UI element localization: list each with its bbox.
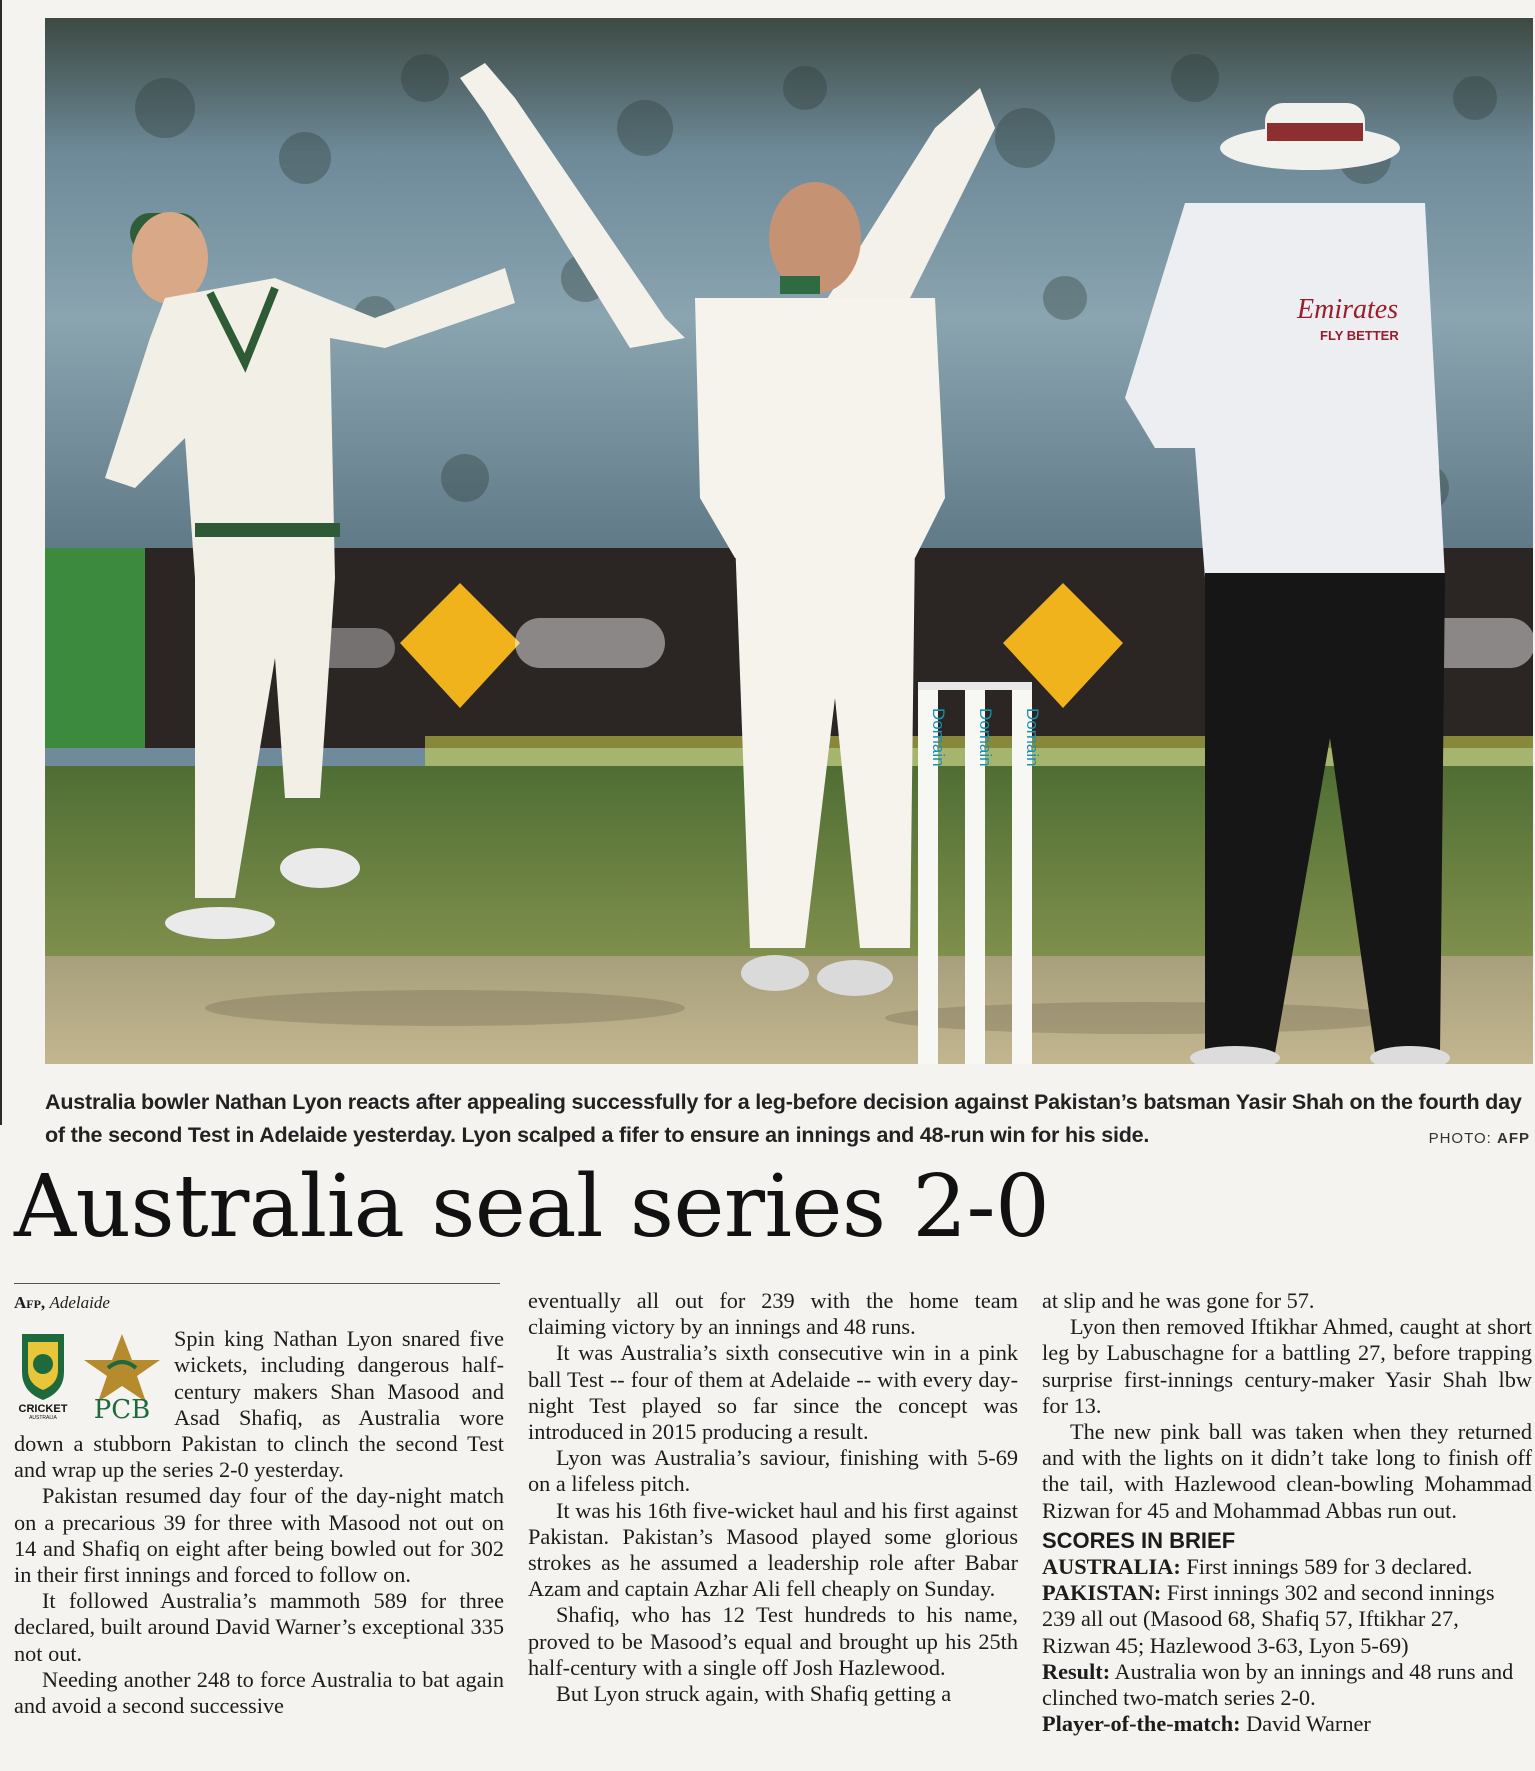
score-label: PAKISTAN:: [1042, 1580, 1162, 1606]
headline: Australia seal series 2-0: [14, 1157, 1050, 1257]
article-paragraph: Lyon was Australia’s saviour, finishing with 5-69 on a lifeless pitch.: [528, 1445, 1018, 1497]
dateline: [14, 1290, 504, 1316]
article-paragraph: at slip and he was gone for 57.: [1042, 1288, 1315, 1313]
stump-brand-text: Domain: [929, 708, 948, 767]
page-left-rule: [0, 0, 2, 1125]
news-photo: [45, 18, 1533, 1064]
article-paragraph: Needing another 248 to force Australia to bat again and avoid a second successive: [14, 1666, 504, 1719]
headline-rule: [14, 1283, 500, 1284]
article-column-3: [1042, 1288, 1532, 1737]
score-text: First innings 589 for 3 declared.: [1186, 1554, 1473, 1580]
ca-logo-subtext: AUSTRALIA: [29, 1415, 57, 1421]
article-paragraph: But Lyon struck again, with Shafiq getting a: [556, 1681, 952, 1707]
photo-credit: [1429, 1130, 1530, 1147]
dateline-city: Adelaide: [49, 1293, 110, 1312]
stump-brand-text: Domain: [976, 708, 995, 767]
article-paragraph: Lyon then removed Iftikhar Ahmed, caught at short leg by Labuschagne for a battling 27, before trapping surprise first-innings century-maker Yasir Shah lbw for 13.: [1042, 1314, 1532, 1418]
article-paragraph: Shafiq, who has 12 Test hundreds to his name, proved to be Masood’s equal and brought up his 25th half-century with a single off Josh Hazlewood.: [528, 1602, 1018, 1680]
umpire-shirt-brand: Emirates: [1297, 294, 1399, 325]
team-logos: [14, 1330, 166, 1422]
score-label: Player-of-the-match:: [1042, 1711, 1241, 1737]
photo-caption: Australia bowler Nathan Lyon reacts after appealing successfully for a leg-before decision against Pakistan’s batsman Yasir Shah on the fourth day of the second Test in Adelaide yesterday. Lyon scalped a fifer to ensure an innings and 48-run win for his side.: [45, 1090, 1522, 1147]
cricket-australia-logo: [14, 1330, 72, 1420]
scores-heading: SCORES IN BRIEF: [1042, 1527, 1236, 1553]
dateline-agency: Afp,: [14, 1293, 46, 1312]
photo-credit-source: AFP: [1497, 1130, 1530, 1147]
score-text: Australia won by an innings and 48 runs and clinched two-match series 2-0.: [1042, 1658, 1514, 1711]
article-paragraph: eventually all out for 239 with the home team claiming victory by an innings and 48 runs.: [528, 1288, 1018, 1340]
article-paragraph: The new pink ball was taken when they returned and with the lights on it didn’t take long to finish off the tail, with Hazlewood clean-bowling Mohammad Rizwan for 45 and Mohammad Abbas run out.: [1042, 1419, 1532, 1523]
article-paragraph: It was Australia’s sixth consecutive win in a pink ball Test -- four of them at Adelaide -- with every day-night Test played so far since the concept was introduced in 2015 producing a result.: [528, 1340, 1018, 1445]
article-paragraph: Pakistan resumed day four of the day-night match on a precarious 39 for three with Masood not out on 14 and Shafiq on eight after being bowled out for 302 in their first innings and forced to follow on.: [14, 1483, 504, 1588]
score-line-result: [1042, 1659, 1532, 1711]
score-text: First innings 302 and second innings 239 all out (Masood 68, Shafiq 57, Iftikhar 27, Rizwan 45; Hazlewood 3-63, Lyon 5-69): [1042, 1580, 1495, 1658]
pcb-logo: [76, 1330, 168, 1420]
photo-illustration: [45, 18, 1533, 1064]
article-column-1: [14, 1288, 504, 1719]
article-paragraph: It followed Australia’s mammoth 589 for three declared, built around David Warner’s exceptional 335 not out.: [14, 1588, 504, 1666]
score-label: AUSTRALIA:: [1042, 1554, 1181, 1580]
score-line-pakistan: [1042, 1580, 1532, 1659]
pcb-logo-text: PCB: [93, 1395, 151, 1421]
article-paragraph: Spin king Nathan Lyon snared five wickets, including dangerous half-century makers Shan Masood and Asad Shafiq, as Australia wore down a stubborn Pakistan to clinch the second Test and wrap up the series 2-0 yesterday.: [14, 1326, 504, 1483]
score-text: David Warner: [1246, 1711, 1371, 1737]
score-line-player-of-match: [1042, 1711, 1532, 1737]
score-line-australia: [1042, 1554, 1532, 1580]
ca-logo-text: CRICKET: [18, 1403, 68, 1416]
photo-credit-label: PHOTO:: [1428, 1130, 1492, 1147]
article-column-2: [528, 1288, 1018, 1707]
score-label: Result:: [1042, 1658, 1111, 1684]
stump-brand-text: Domain: [1023, 708, 1042, 767]
stumps: [918, 682, 1042, 1064]
article-paragraph: It was his 16th five-wicket haul and his first against Pakistan. Pakistan’s Masood played some glorious strokes as he assumed a leadership role after Babar Azam and captain Azhar Ali fell cheaply on Sunday.: [528, 1497, 1018, 1602]
umpire-shirt-tagline: FLY BETTER: [1320, 328, 1399, 343]
